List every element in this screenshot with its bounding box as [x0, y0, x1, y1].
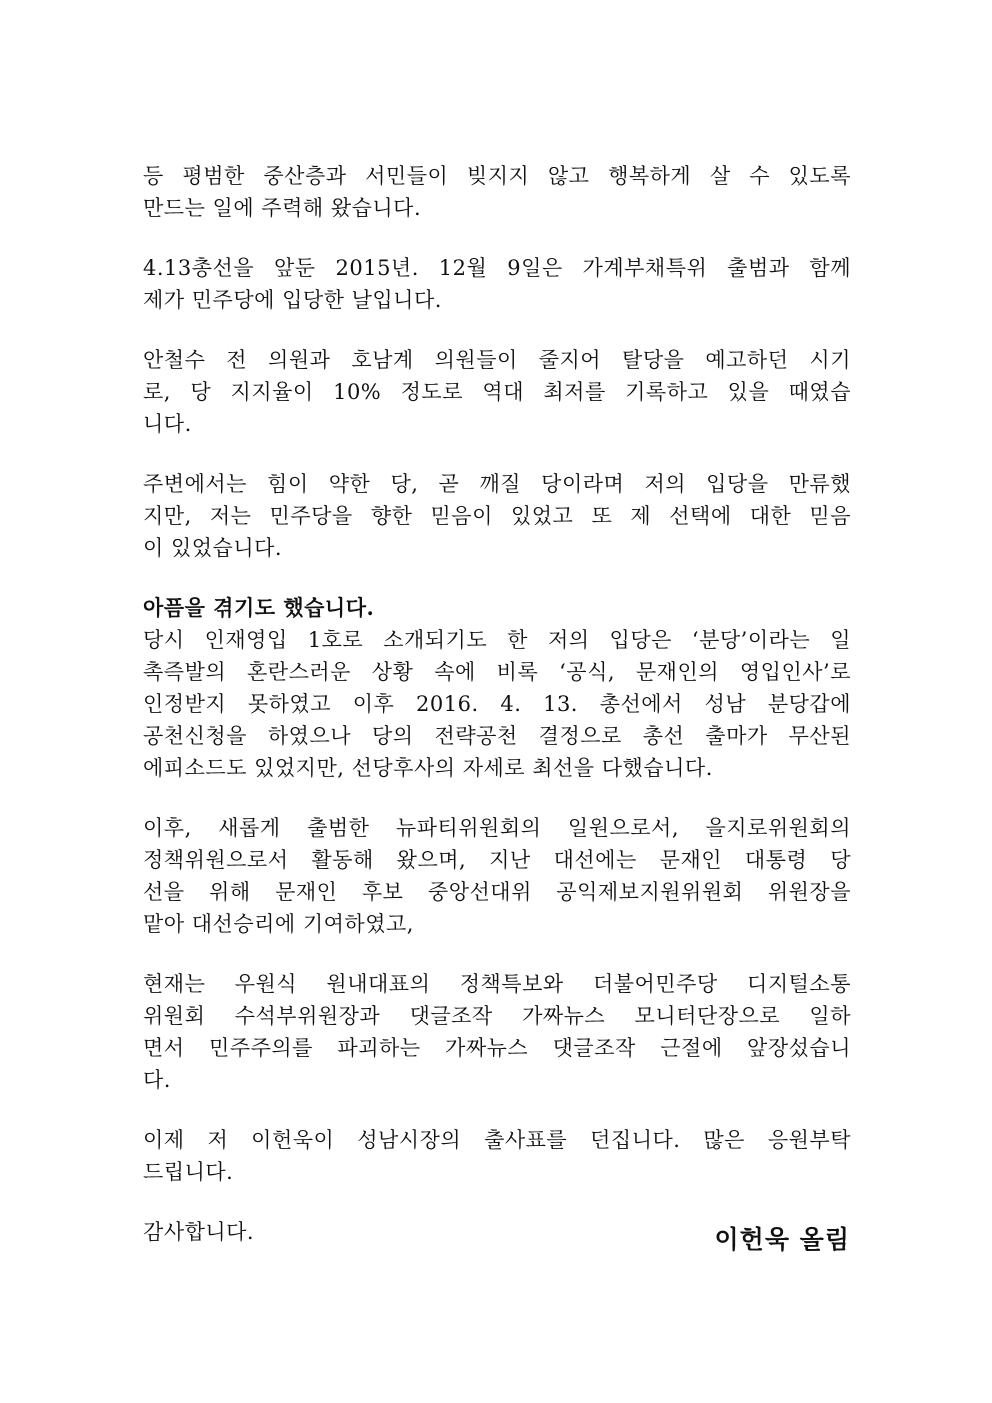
- paragraph-line: 4.13총선을 앞둔 2015년. 12월 9일은 가계부채특위 출범과 함께: [143, 256, 851, 280]
- paragraph-line: 다.: [143, 1068, 171, 1092]
- letter-body: [143, 160, 851, 1276]
- paragraph-line: 촉즉발의 혼란스러운 상황 속에 비록 ‘공식, 문재인의 영입인사’로: [143, 660, 851, 684]
- paragraph-3: [143, 344, 851, 440]
- paragraph-line: 로, 당 지지율이 10% 정도로 역대 최저를 기록하고 있을 때였습: [143, 380, 851, 404]
- paragraph-line: 정책위원으로서 활동해 왔으며, 지난 대선에는 문재인 대통령 당: [143, 848, 851, 872]
- paragraph-line: 제가 민주당에 입당한 날입니다.: [143, 288, 442, 312]
- paragraph-7: [143, 968, 851, 1096]
- paragraph-line: 이제 저 이헌욱이 성남시장의 출사표를 던집니다. 많은 응원부탁: [143, 1128, 851, 1152]
- paragraph-line: 위원회 수석부위원장과 댓글조작 가짜뉴스 모니터단장으로 일하: [143, 1004, 851, 1028]
- paragraph-2: [143, 252, 851, 316]
- paragraph-line: 당시 인재영입 1호로 소개되기도 한 저의 입당은 ‘분당’이라는 일: [143, 628, 851, 652]
- paragraph-line: 면서 민주주의를 파괴하는 가짜뉴스 댓글조작 근절에 앞장섰습니: [143, 1036, 851, 1060]
- paragraph-line: 안철수 전 의원과 호남계 의원들이 줄지어 탈당을 예고하던 시기: [143, 348, 851, 372]
- paragraph-line: 이 있었습니다.: [143, 536, 283, 560]
- paragraph-1: [143, 160, 851, 224]
- paragraph-line: 이후, 새롭게 출범한 뉴파티위원회의 일원으로서, 을지로위원회의: [143, 816, 851, 840]
- paragraph-line: 감사합니다.: [143, 1220, 255, 1244]
- section-heading: 아픔을 겪기도 했습니다.: [143, 595, 375, 620]
- paragraph-5: [143, 624, 851, 784]
- paragraph-line: 니다.: [143, 412, 192, 436]
- paragraph-line: 만드는 일에 주력해 왔습니다.: [143, 196, 422, 220]
- paragraph-6: [143, 812, 851, 940]
- paragraph-line: 인정받지 못하였고 이후 2016. 4. 13. 총선에서 성남 분당갑에: [143, 692, 851, 716]
- signature: 이헌욱 올림: [714, 1225, 850, 1254]
- paragraph-4: [143, 468, 851, 564]
- paragraph-line: 주변에서는 힘이 약한 당, 곧 깨질 당이라며 저의 입당을 만류했: [143, 472, 851, 496]
- paragraph-line: 공천신청을 하였으나 당의 전략공천 결정으로 총선 출마가 무산된: [143, 724, 851, 748]
- paragraph-line: 지만, 저는 민주당을 향한 믿음이 있었고 또 제 선택에 대한 믿음: [143, 504, 851, 528]
- paragraph-line: 등 평범한 중산층과 서민들이 빚지지 않고 행복하게 살 수 있도록: [143, 164, 851, 188]
- paragraph-line: 선을 위해 문재인 후보 중앙선대위 공익제보지원위원회 위원장을: [143, 880, 851, 904]
- paragraph-line: 현재는 우원식 원내대표의 정책특보와 더불어민주당 디지털소통: [143, 972, 851, 996]
- paragraph-line: 맡아 대선승리에 기여하였고,: [143, 912, 414, 936]
- paragraph-8: [143, 1124, 851, 1188]
- paragraph-line: 에피소드도 있었지만, 선당후사의 자세로 최선을 다했습니다.: [143, 756, 713, 780]
- paragraph-line: 드립니다.: [143, 1160, 234, 1184]
